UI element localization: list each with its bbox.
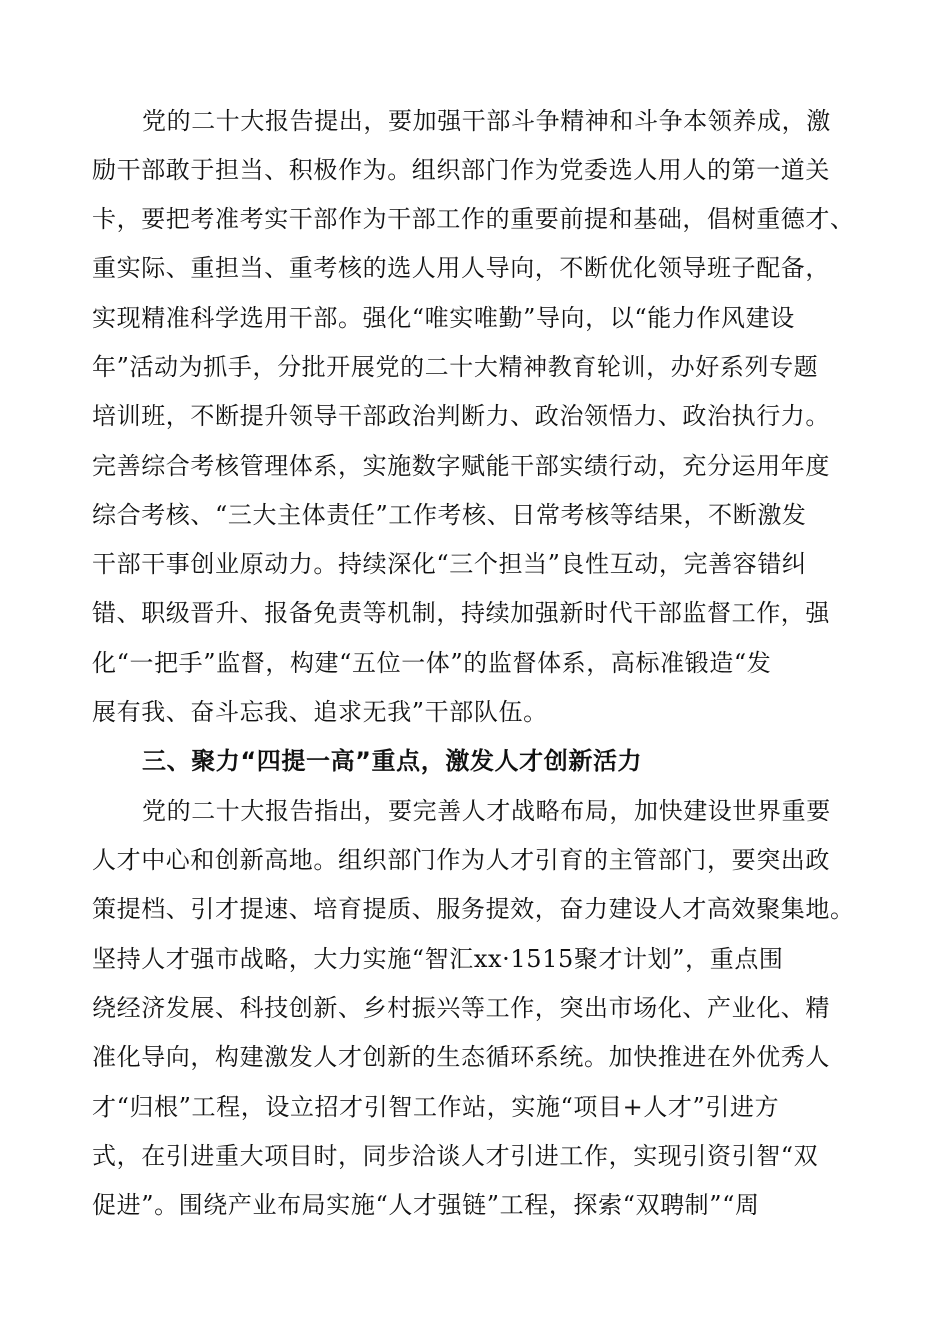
- body-text-line: 完善综合考核管理体系，实施数字赋能干部实绩行动，充分运用年度: [92, 452, 830, 480]
- body-text-line: 促进”。围绕产业布局实施“人才强链”工程，探索“双聘制”“周: [92, 1191, 760, 1219]
- section-heading: 三、聚力“四提一高”重点，激发人才创新活力: [142, 747, 643, 775]
- body-text-line: 错、职级晋升、报备免责等机制，持续加强新时代干部监督工作，强: [92, 599, 830, 627]
- body-text-line: 干部干事创业原动力。持续深化“三个担当”良性互动，完善容错纠: [92, 550, 807, 578]
- body-text-line: 卡，要把考准考实干部作为干部工作的重要前提和基础，倡树重德才、: [92, 205, 855, 233]
- body-text-line: 才“归根”工程，设立招才引智工作站，实施“项目+人才”引进方: [92, 1093, 780, 1121]
- body-text-line: 党的二十大报告指出，要完善人才战略布局，加快建设世界重要: [142, 797, 831, 825]
- body-text-line: 策提档、引才提速、培育提质、服务提效，奋力建设人才高效聚集地。: [92, 895, 855, 923]
- body-text-line: 坚持人才强市战略，大力实施“智汇xx·1515聚才计划”，重点围: [92, 945, 784, 973]
- body-text-line: 绕经济发展、科技创新、乡村振兴等工作，突出市场化、产业化、精: [92, 994, 830, 1022]
- body-text-line: 化“一把手”监督，构建“五位一体”的监督体系，高标准锻造“发: [92, 649, 772, 677]
- body-text-line: 重实际、重担当、重考核的选人用人导向，不断优化领导班子配备，: [92, 254, 830, 282]
- body-text-line: 式，在引进重大项目时，同步洽谈人才引进工作，实现引资引智“双: [92, 1142, 819, 1170]
- body-text-line: 培训班，不断提升领导干部政治判断力、政治领悟力、政治执行力。: [92, 402, 830, 430]
- body-text-line: 综合考核、“三大主体责任”工作考核、日常考核等结果，不断激发: [92, 501, 807, 529]
- body-text-line: 励干部敢于担当、积极作为。组织部门作为党委选人用人的第一道关: [92, 156, 830, 184]
- body-text-line: 实现精准科学选用干部。强化“唯实唯勤”导向，以“能力作风建设: [92, 304, 795, 332]
- body-text-line: 准化导向，构建激发人才创新的生态循环系统。加快推进在外优秀人: [92, 1043, 830, 1071]
- body-text-line: 人才中心和创新高地。组织部门作为人才引育的主管部门，要突出政: [92, 846, 830, 874]
- body-text-line: 展有我、奋斗忘我、追求无我”干部队伍。: [92, 698, 548, 726]
- body-text-line: 党的二十大报告提出，要加强干部斗争精神和斗争本领养成，激: [142, 107, 831, 135]
- body-text-line: 年”活动为抓手，分批开展党的二十大精神教育轮训，办好系列专题: [92, 353, 819, 381]
